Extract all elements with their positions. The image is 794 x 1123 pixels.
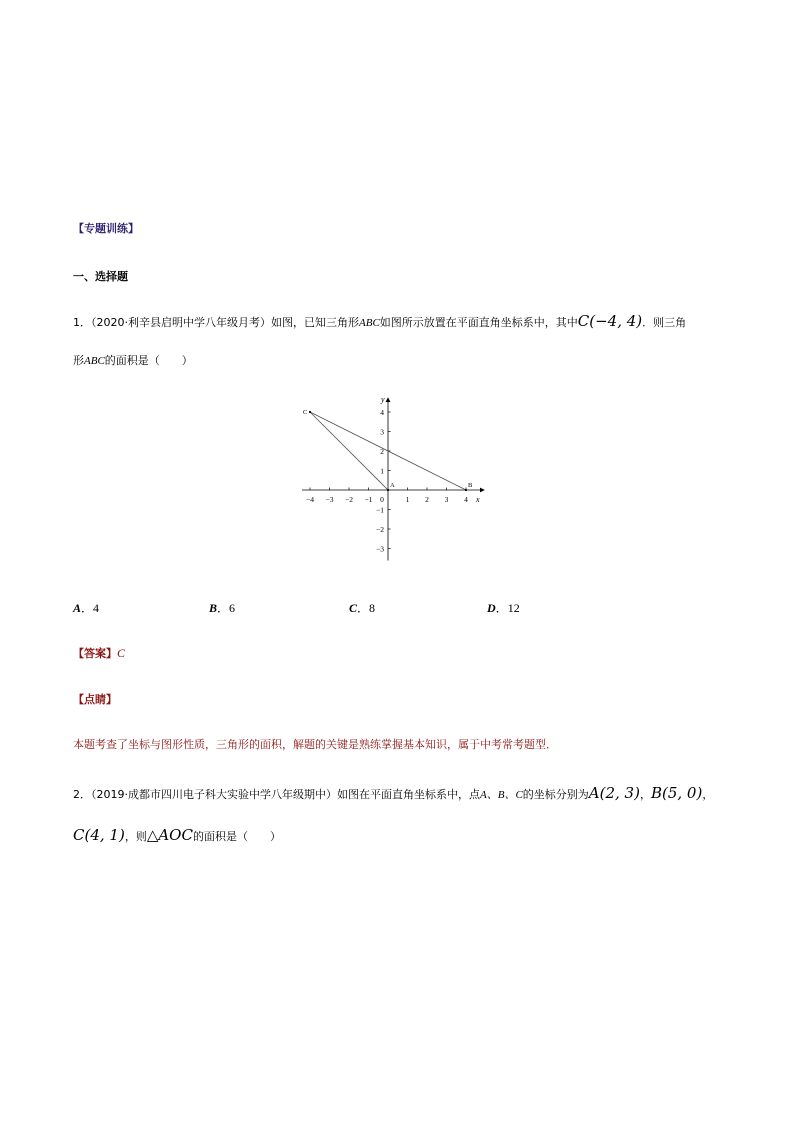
point-c-coords: C(−4, 4) bbox=[577, 312, 643, 330]
y-tick-label: −1 bbox=[376, 505, 384, 515]
answer-label: 【答案】 bbox=[73, 647, 117, 660]
x-tick-label: 4 bbox=[464, 495, 468, 504]
question-1-source: （2020·利辛县启明中学八年级月考） bbox=[91, 316, 271, 329]
question-1-line-2: 形ABC的面积是（ ） bbox=[73, 354, 193, 367]
x-tick-label: −4 bbox=[306, 495, 314, 504]
section-title: 【专题训练】 bbox=[73, 222, 139, 235]
point-c2-coords: C(4, 1) bbox=[73, 826, 125, 844]
segment-ca bbox=[310, 412, 388, 490]
y-axis-label: y bbox=[381, 395, 385, 404]
part-title: 一、选择题 bbox=[73, 270, 128, 283]
triangle-aoc: △AOC bbox=[146, 826, 193, 844]
question-2-source: （2019·成都市四川电子科大实验中学八年级期中） bbox=[91, 788, 337, 801]
option-b[interactable]: B．6 bbox=[209, 601, 236, 615]
x-tick-label: 2 bbox=[425, 495, 429, 504]
y-tick-label: −2 bbox=[376, 525, 384, 534]
question-1-number: 1． bbox=[73, 316, 91, 329]
point-label-a: A bbox=[390, 482, 395, 489]
x-tick-label: −2 bbox=[345, 495, 353, 504]
x-tick-label: 0 bbox=[380, 495, 384, 504]
y-tick-label: 4 bbox=[380, 408, 384, 417]
point-b bbox=[465, 489, 467, 491]
point-b-coords: B(5, 0) bbox=[650, 784, 703, 802]
point-a bbox=[387, 489, 389, 491]
x-tick-label: 1 bbox=[405, 495, 410, 504]
option-a[interactable]: A．4 bbox=[73, 601, 100, 615]
point-c bbox=[309, 411, 311, 413]
question-2-line-2: C(4, 1)，则△AOC的面积是（ ） bbox=[73, 826, 281, 844]
y-tick-label: 2 bbox=[380, 447, 384, 456]
comment-text: 本题考查了坐标与图形性质，三角形的面积，解题的关键是熟练掌握基本知识，属于中考常考题型． bbox=[73, 738, 557, 751]
question-2-line-1: 2．（2019·成都市四川电子科大实验中学八年级期中）如图在平面直角坐标系中，点A、B、C的坐标分别为A(2, 3)，B(5, 0)， bbox=[73, 784, 714, 802]
answer-row bbox=[73, 645, 125, 661]
option-d[interactable]: D．12 bbox=[487, 601, 520, 615]
point-label-b: B bbox=[468, 482, 473, 489]
x-tick-label: −1 bbox=[364, 495, 373, 504]
y-tick-label: 3 bbox=[380, 427, 384, 437]
x-tick-label: −3 bbox=[325, 495, 334, 504]
coordinate-figure bbox=[300, 392, 490, 572]
comment-label: 【点睛】 bbox=[73, 693, 117, 706]
question-1-line-1: 1．（2020·利辛县启明中学八年级月考）如图，已知三角形ABC如图所示放置在平面直角坐标系中，其中C(−4, 4)．则三角 bbox=[73, 312, 687, 330]
point-a-coords: A(2, 3) bbox=[588, 784, 640, 802]
point-label-c: C bbox=[303, 409, 308, 416]
y-tick-label: 1 bbox=[380, 466, 384, 476]
x-tick-label: 3 bbox=[444, 495, 449, 504]
option-c[interactable]: C．8 bbox=[349, 601, 376, 615]
answer-value: C bbox=[117, 646, 126, 660]
y-tick-label: −3 bbox=[376, 544, 384, 554]
question-2-number: 2． bbox=[73, 788, 91, 801]
x-axis-label: x bbox=[476, 495, 480, 504]
